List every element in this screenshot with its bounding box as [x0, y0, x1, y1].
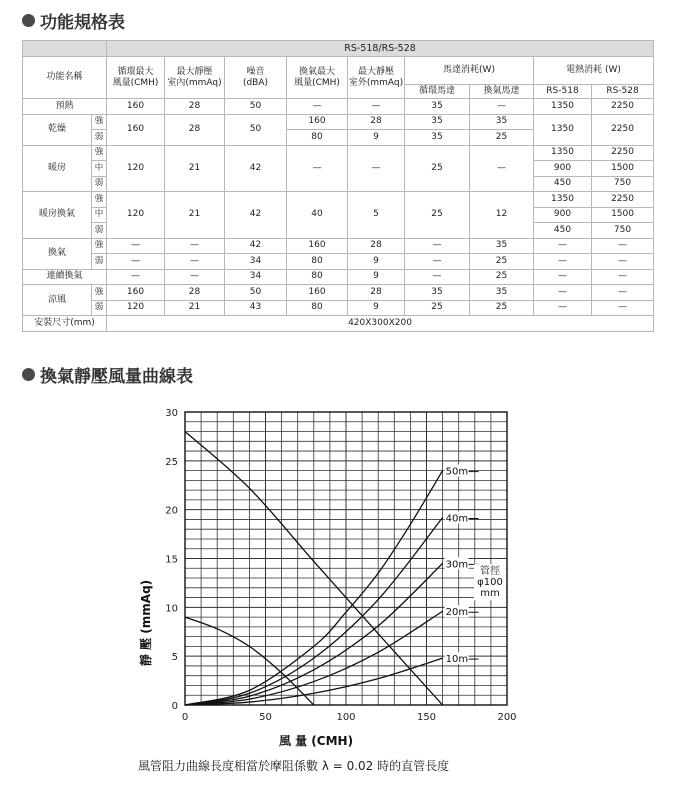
series-label: 40m	[445, 513, 469, 525]
y-tick-label: 10	[165, 603, 178, 615]
header-func: 功能名稱	[23, 57, 107, 99]
x-tick-label: 100	[336, 712, 356, 723]
table-row: 乾燥 強 160 28 50 160 28 35 35 1350 2250	[23, 114, 654, 130]
x-tick-label: 50	[259, 712, 272, 723]
duct-note-line: φ100	[477, 577, 503, 589]
table-row: 弱 — — 34 80 9 — 25 — —	[23, 254, 654, 270]
spec-table	[22, 40, 654, 332]
series-label: 20m	[445, 607, 469, 619]
pressure-flow-chart	[130, 400, 530, 750]
bullet-icon	[22, 14, 35, 27]
table-row: 暖房換氣 強 120 21 42 40 5 25 12 1350 2250	[23, 192, 654, 208]
table-row: 預熱 160 28 50 — — 35 — 1350 2250	[23, 99, 654, 115]
header-circ-flow: 循環最大 風量(CMH)	[107, 57, 165, 99]
spec-title: 功能規格表	[40, 13, 125, 33]
header-heat: 電熱消耗 (W)	[534, 57, 654, 85]
duct-note-line: mm	[480, 588, 500, 600]
x-tick-label: 150	[416, 712, 437, 723]
table-row: 弱 80 9 35 25	[23, 130, 654, 146]
table-row: 中 900 1500	[23, 207, 654, 223]
table-row	[23, 316, 654, 332]
header-noise: 噪音 (dBA)	[225, 57, 287, 99]
y-tick-label: 15	[165, 554, 178, 566]
header-heat-518: RS-518	[534, 85, 592, 99]
y-tick-label: 25	[165, 456, 178, 468]
size-label: 安裝尺寸(mm)	[23, 316, 107, 332]
size-value: 420X300X200	[107, 316, 654, 332]
table-row: 弱 450 750	[23, 223, 654, 239]
header-motor: 馬達消耗(W)	[405, 57, 534, 85]
header-circ-press: 最大靜壓 室內(mmAq)	[165, 57, 225, 99]
x-tick-label: 0	[181, 712, 189, 723]
header-vent-press: 最大靜壓 室外(mmAq)	[348, 57, 405, 99]
y-tick-label: 20	[165, 505, 178, 517]
y-tick-label: 0	[171, 701, 178, 712]
y-tick-label: 30	[165, 408, 178, 419]
x-axis-label: 風 量 (CMH)	[278, 734, 354, 748]
header-heat-528: RS-528	[592, 85, 654, 99]
y-tick-label: 5	[171, 652, 178, 664]
table-row: 弱 450 750	[23, 176, 654, 192]
y-axis-label: 靜 壓 (mmAq)	[139, 579, 153, 667]
series-label: 30m	[445, 559, 469, 571]
table-row: 涼風 強 160 28 50 160 28 35 35 — —	[23, 285, 654, 301]
header-vent-flow: 換氣最大 風量(CMH)	[287, 57, 348, 99]
series-label: 10m	[445, 654, 469, 666]
spec-section-title	[22, 8, 125, 33]
table-row: 暖房 強 120 21 42 — — 25 — 1350 2250	[23, 145, 654, 161]
series-label: 50m	[445, 466, 469, 478]
header-motor-circ: 循環馬達	[405, 85, 470, 99]
header-motor-vent: 換氣馬達	[470, 85, 534, 99]
model-band: RS-518/RS-528	[107, 41, 654, 57]
table-row: 連續換氣 — — 34 80 9 — 25 — —	[23, 269, 654, 285]
chart-section-title	[22, 362, 193, 387]
chart-title: 換氣靜壓風量曲線表	[40, 367, 193, 387]
table-row: 中 900 1500	[23, 161, 654, 177]
table-row: 弱 120 21 43 80 9 25 25 — —	[23, 300, 654, 316]
bullet-icon	[22, 368, 35, 381]
table-row: 換氣 強 — — 42 160 28 — 35 — —	[23, 238, 654, 254]
x-tick-label: 200	[497, 712, 517, 723]
duct-note-line: 管徑	[480, 566, 500, 578]
chart-note: 風管阻力曲線長度相當於摩阻係數 λ = 0.02 時的直管長度	[138, 759, 450, 773]
